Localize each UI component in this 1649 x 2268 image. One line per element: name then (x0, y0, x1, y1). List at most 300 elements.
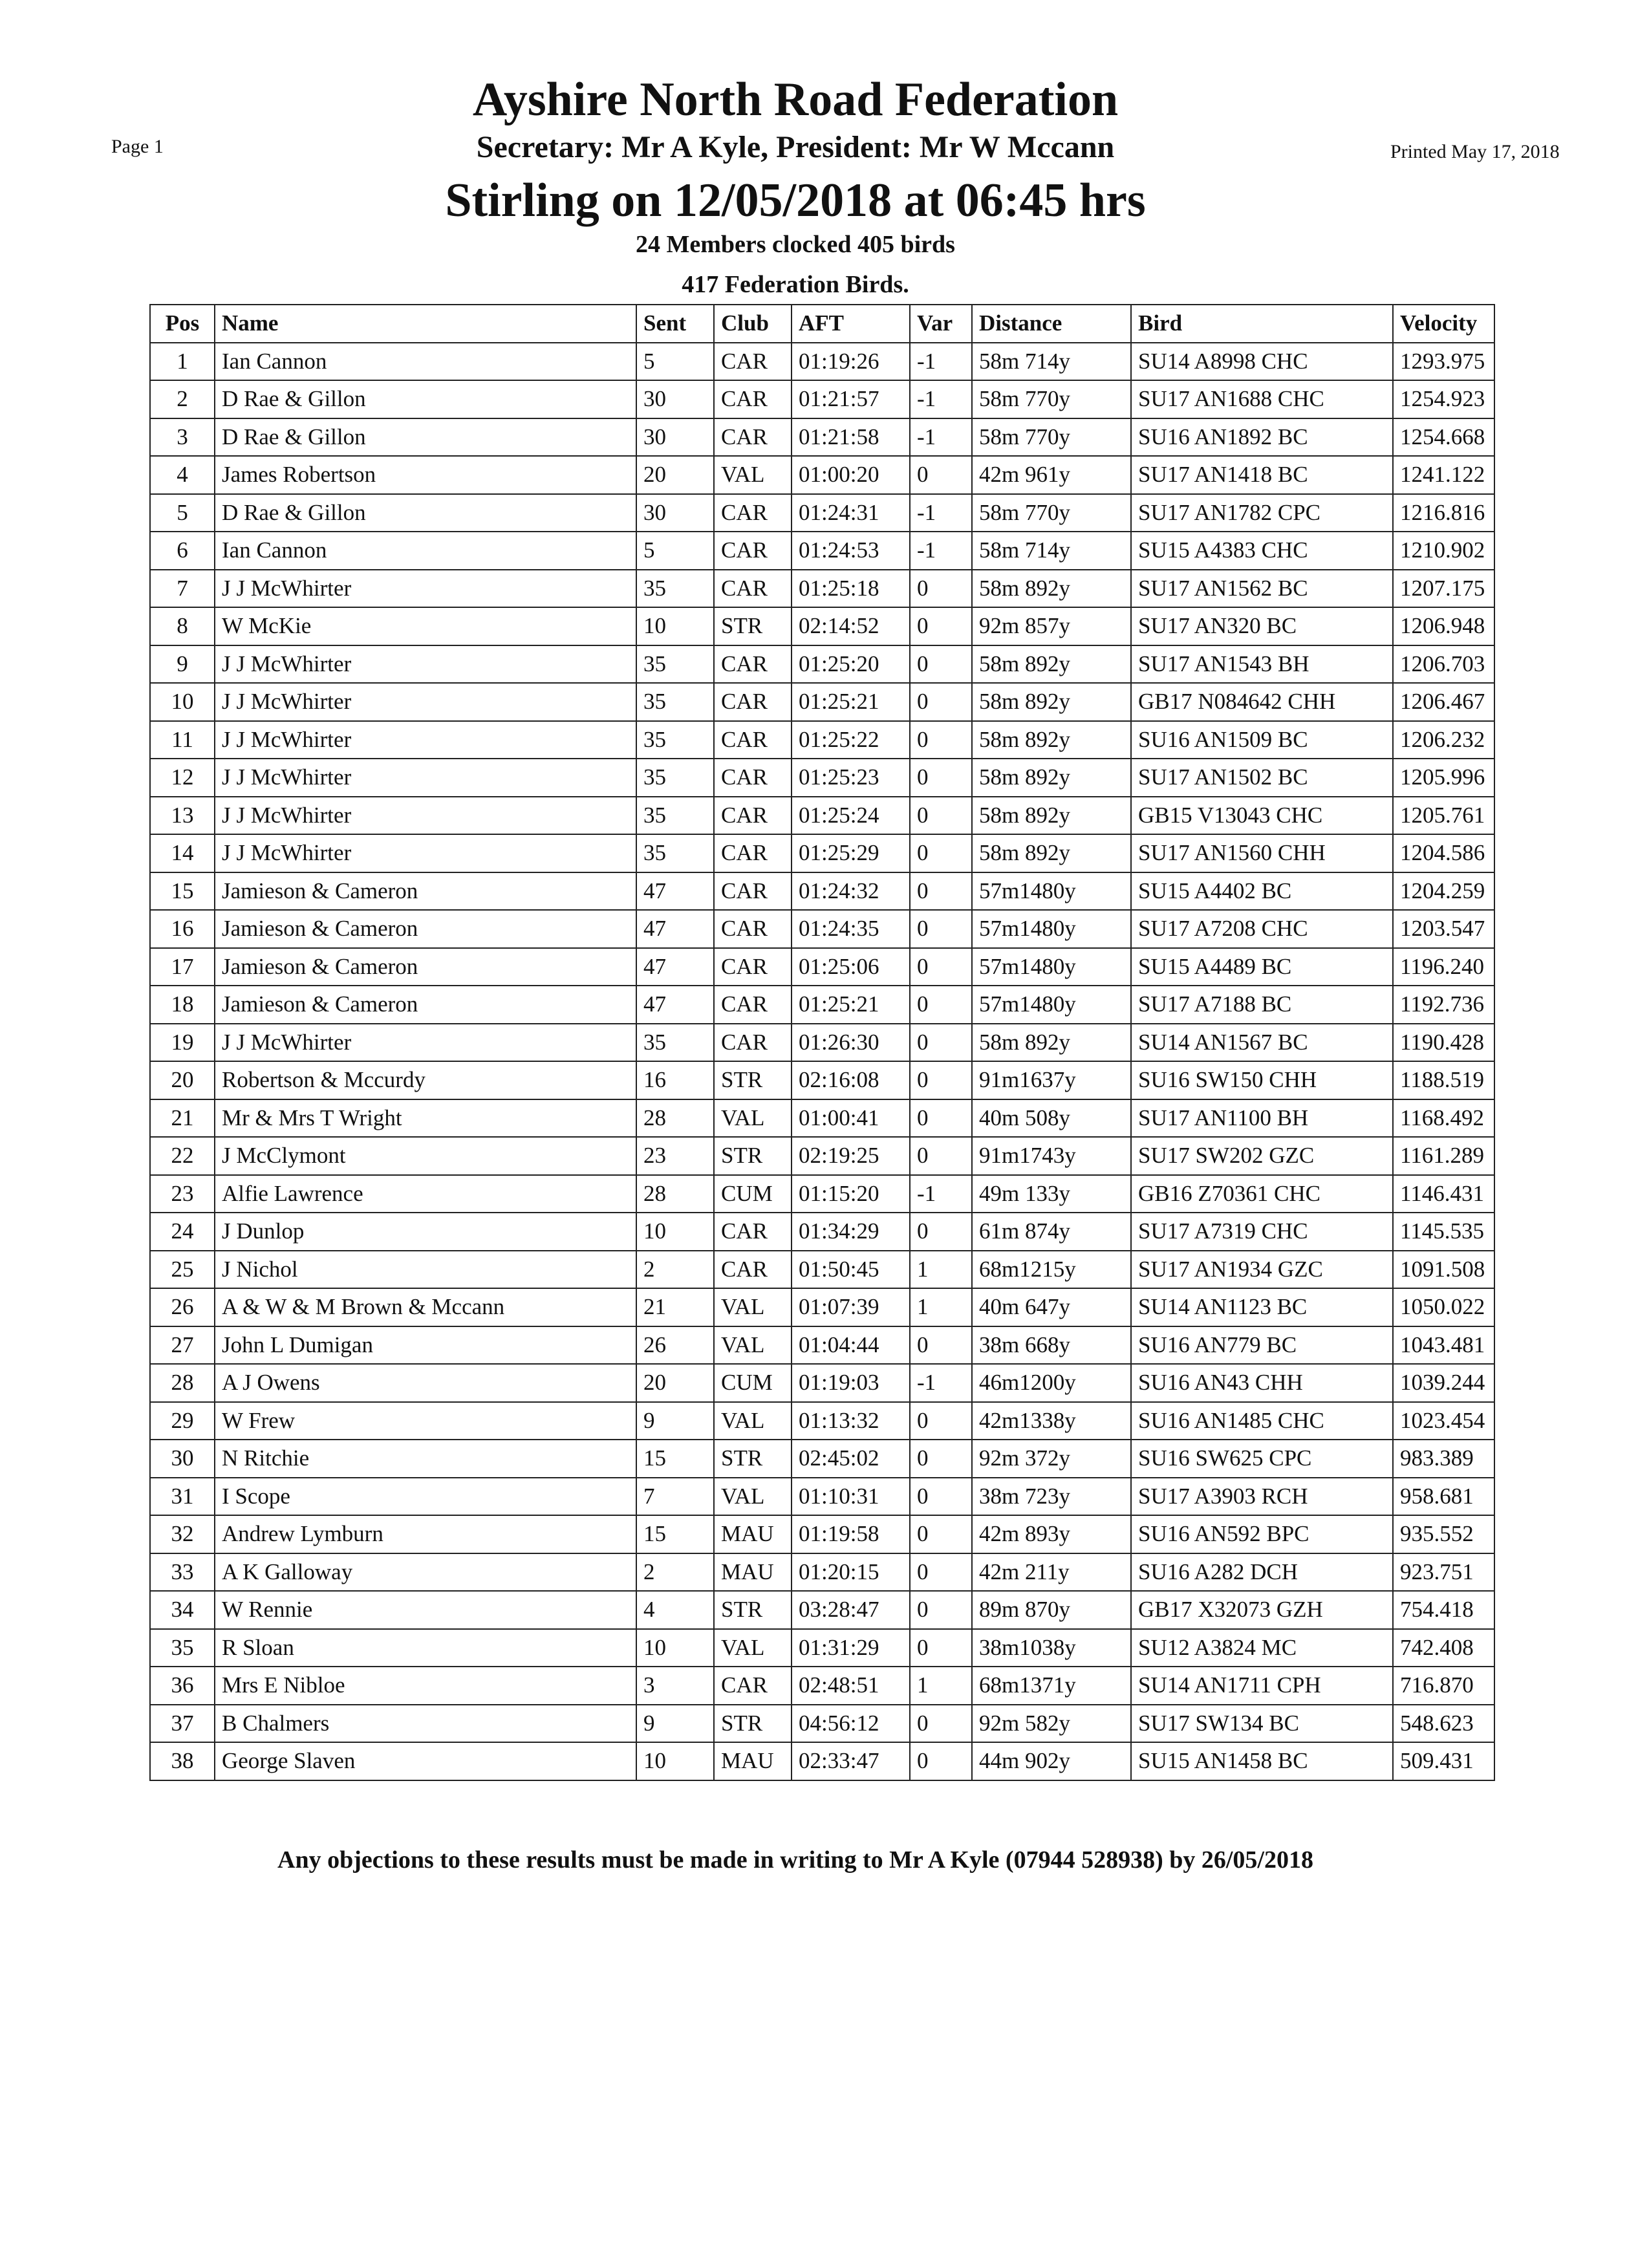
cell-var: 0 (910, 1402, 972, 1440)
cell-club: CAR (714, 494, 792, 532)
cell-pos: 28 (150, 1364, 215, 1402)
cell-distance: 42m 211y (972, 1553, 1131, 1592)
cell-bird: SU15 A4489 BC (1131, 948, 1393, 986)
cell-velocity: 1188.519 (1393, 1061, 1494, 1099)
cell-bird: SU17 A7319 CHC (1131, 1213, 1393, 1251)
cell-velocity: 1146.431 (1393, 1175, 1494, 1213)
cell-aft: 01:24:31 (792, 494, 910, 532)
cell-bird: SU16 AN43 CHH (1131, 1364, 1393, 1402)
cell-aft: 01:24:32 (792, 872, 910, 911)
cell-aft: 01:19:03 (792, 1364, 910, 1402)
cell-club: VAL (714, 1099, 792, 1138)
cell-aft: 02:33:47 (792, 1742, 910, 1780)
cell-distance: 57m1480y (972, 986, 1131, 1024)
cell-name: A J Owens (215, 1364, 636, 1402)
table-row (150, 1705, 1494, 1743)
cell-distance: 38m 668y (972, 1326, 1131, 1365)
cell-aft: 01:24:35 (792, 910, 910, 948)
cell-velocity: 1206.467 (1393, 683, 1494, 721)
cell-bird: SU16 SW150 CHH (1131, 1061, 1393, 1099)
cell-pos: 14 (150, 834, 215, 872)
cell-distance: 38m1038y (972, 1629, 1131, 1667)
cell-distance: 58m 892y (972, 759, 1131, 797)
cell-pos: 6 (150, 532, 215, 570)
cell-bird: SU17 SW134 BC (1131, 1705, 1393, 1743)
cell-name: A K Galloway (215, 1553, 636, 1592)
table-row (150, 1326, 1494, 1365)
table-row (150, 1061, 1494, 1099)
cell-name: Alfie Lawrence (215, 1175, 636, 1213)
cell-club: VAL (714, 456, 792, 494)
cell-pos: 26 (150, 1288, 215, 1326)
cell-velocity: 1293.975 (1393, 343, 1494, 381)
cell-var: 1 (910, 1667, 972, 1705)
cell-sent: 28 (636, 1099, 714, 1138)
cell-bird: SU14 AN1567 BC (1131, 1024, 1393, 1062)
table-row (150, 1440, 1494, 1478)
cell-aft: 02:45:02 (792, 1440, 910, 1478)
cell-name: W Rennie (215, 1591, 636, 1629)
cell-sent: 10 (636, 1742, 714, 1780)
cell-velocity: 1206.703 (1393, 645, 1494, 684)
table-row (150, 1591, 1494, 1629)
cell-bird: SU14 AN1711 CPH (1131, 1667, 1393, 1705)
results-body (150, 343, 1494, 1780)
cell-sent: 35 (636, 721, 714, 759)
cell-var: -1 (910, 418, 972, 457)
cell-name: James Robertson (215, 456, 636, 494)
cell-var: 0 (910, 1553, 972, 1592)
cell-bird: SU17 AN1543 BH (1131, 645, 1393, 684)
cell-var: -1 (910, 380, 972, 418)
cell-pos: 23 (150, 1175, 215, 1213)
cell-var: -1 (910, 494, 972, 532)
cell-velocity: 1039.244 (1393, 1364, 1494, 1402)
cell-velocity: 1210.902 (1393, 532, 1494, 570)
cell-sent: 35 (636, 759, 714, 797)
cell-var: -1 (910, 343, 972, 381)
cell-bird: SU17 AN1688 CHC (1131, 380, 1393, 418)
cell-var: 0 (910, 645, 972, 684)
cell-velocity: 1192.736 (1393, 986, 1494, 1024)
cell-name: Mrs E Nibloe (215, 1667, 636, 1705)
cell-var: 0 (910, 797, 972, 835)
cell-velocity: 1254.923 (1393, 380, 1494, 418)
cell-sent: 5 (636, 532, 714, 570)
cell-velocity: 923.751 (1393, 1553, 1494, 1592)
cell-pos: 19 (150, 1024, 215, 1062)
cell-bird: SU17 A7208 CHC (1131, 910, 1393, 948)
cell-sent: 47 (636, 948, 714, 986)
table-row (150, 1288, 1494, 1326)
cell-club: CAR (714, 418, 792, 457)
cell-aft: 01:24:53 (792, 532, 910, 570)
cell-distance: 91m1743y (972, 1137, 1131, 1175)
table-row (150, 343, 1494, 381)
cell-bird: SU17 A3903 RCH (1131, 1478, 1393, 1516)
cell-pos: 20 (150, 1061, 215, 1099)
column-header-name: Name (215, 305, 636, 343)
cell-bird: GB16 Z70361 CHC (1131, 1175, 1393, 1213)
cell-club: CAR (714, 570, 792, 608)
table-row (150, 986, 1494, 1024)
cell-velocity: 716.870 (1393, 1667, 1494, 1705)
cell-var: 0 (910, 1705, 972, 1743)
cell-pos: 24 (150, 1213, 215, 1251)
cell-aft: 01:25:24 (792, 797, 910, 835)
cell-var: 0 (910, 1061, 972, 1099)
cell-club: VAL (714, 1478, 792, 1516)
cell-bird: SU16 AN779 BC (1131, 1326, 1393, 1365)
cell-sent: 2 (636, 1553, 714, 1592)
results-table (149, 304, 1495, 1781)
cell-distance: 57m1480y (972, 910, 1131, 948)
cell-aft: 01:50:45 (792, 1251, 910, 1289)
cell-club: CAR (714, 343, 792, 381)
cell-pos: 34 (150, 1591, 215, 1629)
cell-velocity: 983.389 (1393, 1440, 1494, 1478)
objections-notice: Any objections to these results must be made in writing to Mr A Kyle (07944 528938) by 26/05/2018 (277, 1846, 1313, 1874)
cell-aft: 01:25:06 (792, 948, 910, 986)
table-row (150, 948, 1494, 986)
cell-name: Robertson & Mccurdy (215, 1061, 636, 1099)
cell-bird: SU17 AN1560 CHH (1131, 834, 1393, 872)
cell-name: Jamieson & Cameron (215, 872, 636, 911)
cell-sent: 4 (636, 1591, 714, 1629)
column-header-sent: Sent (636, 305, 714, 343)
cell-distance: 38m 723y (972, 1478, 1131, 1516)
table-row (150, 532, 1494, 570)
cell-pos: 17 (150, 948, 215, 986)
cell-name: W McKie (215, 607, 636, 645)
officers-line: Secretary: Mr A Kyle, President: Mr W Mccann (476, 130, 1115, 164)
cell-name: N Ritchie (215, 1440, 636, 1478)
cell-velocity: 1161.289 (1393, 1137, 1494, 1175)
cell-bird: SU17 AN1418 BC (1131, 456, 1393, 494)
cell-aft: 01:21:58 (792, 418, 910, 457)
cell-aft: 01:10:31 (792, 1478, 910, 1516)
cell-aft: 02:19:25 (792, 1137, 910, 1175)
federation-title: Ayshire North Road Federation (472, 73, 1119, 126)
cell-distance: 58m 892y (972, 1024, 1131, 1062)
cell-velocity: 1205.761 (1393, 797, 1494, 835)
cell-name: D Rae & Gillon (215, 380, 636, 418)
cell-club: MAU (714, 1742, 792, 1780)
cell-distance: 89m 870y (972, 1591, 1131, 1629)
column-header-var: Var (910, 305, 972, 343)
cell-name: J J McWhirter (215, 797, 636, 835)
cell-sent: 21 (636, 1288, 714, 1326)
cell-sent: 35 (636, 683, 714, 721)
cell-aft: 01:25:22 (792, 721, 910, 759)
cell-distance: 58m 892y (972, 645, 1131, 684)
cell-club: MAU (714, 1553, 792, 1592)
cell-sent: 10 (636, 1213, 714, 1251)
table-row (150, 570, 1494, 608)
cell-sent: 5 (636, 343, 714, 381)
cell-bird: SU17 AN1562 BC (1131, 570, 1393, 608)
cell-club: CAR (714, 910, 792, 948)
cell-velocity: 1216.816 (1393, 494, 1494, 532)
cell-bird: GB17 X32073 GZH (1131, 1591, 1393, 1629)
cell-club: CAR (714, 986, 792, 1024)
cell-aft: 03:28:47 (792, 1591, 910, 1629)
cell-name: J J McWhirter (215, 683, 636, 721)
table-row (150, 1099, 1494, 1138)
cell-distance: 46m1200y (972, 1364, 1131, 1402)
cell-bird: SU16 A282 DCH (1131, 1553, 1393, 1592)
cell-aft: 01:15:20 (792, 1175, 910, 1213)
cell-sent: 47 (636, 910, 714, 948)
cell-bird: SU17 AN320 BC (1131, 607, 1393, 645)
cell-sent: 10 (636, 607, 714, 645)
cell-velocity: 1204.259 (1393, 872, 1494, 911)
cell-pos: 29 (150, 1402, 215, 1440)
race-title: Stirling on 12/05/2018 at 06:45 hrs (445, 174, 1146, 227)
cell-pos: 31 (150, 1478, 215, 1516)
cell-sent: 30 (636, 494, 714, 532)
cell-aft: 01:25:20 (792, 645, 910, 684)
cell-distance: 49m 133y (972, 1175, 1131, 1213)
cell-aft: 01:19:26 (792, 343, 910, 381)
cell-name: B Chalmers (215, 1705, 636, 1743)
cell-var: 0 (910, 986, 972, 1024)
cell-aft: 01:25:23 (792, 759, 910, 797)
cell-sent: 47 (636, 872, 714, 911)
cell-sent: 30 (636, 418, 714, 457)
cell-var: 0 (910, 1024, 972, 1062)
cell-velocity: 1254.668 (1393, 418, 1494, 457)
cell-velocity: 754.418 (1393, 1591, 1494, 1629)
cell-name: J J McWhirter (215, 1024, 636, 1062)
cell-var: 0 (910, 456, 972, 494)
cell-distance: 44m 902y (972, 1742, 1131, 1780)
cell-name: J J McWhirter (215, 759, 636, 797)
cell-aft: 01:25:21 (792, 986, 910, 1024)
cell-club: CAR (714, 948, 792, 986)
table-row (150, 494, 1494, 532)
cell-var: 0 (910, 948, 972, 986)
cell-aft: 01:31:29 (792, 1629, 910, 1667)
cell-pos: 5 (150, 494, 215, 532)
cell-sent: 35 (636, 797, 714, 835)
cell-var: 0 (910, 570, 972, 608)
cell-distance: 68m1371y (972, 1667, 1131, 1705)
cell-bird: SU16 SW625 CPC (1131, 1440, 1393, 1478)
table-row (150, 456, 1494, 494)
cell-name: Jamieson & Cameron (215, 948, 636, 986)
cell-velocity: 1207.175 (1393, 570, 1494, 608)
cell-var: 0 (910, 607, 972, 645)
cell-name: Mr & Mrs T Wright (215, 1099, 636, 1138)
table-row (150, 607, 1494, 645)
cell-bird: GB15 V13043 CHC (1131, 797, 1393, 835)
cell-bird: GB17 N084642 CHH (1131, 683, 1393, 721)
cell-var: 0 (910, 1515, 972, 1553)
cell-var: 0 (910, 834, 972, 872)
cell-var: 0 (910, 872, 972, 911)
cell-name: J Nichol (215, 1251, 636, 1289)
cell-var: 0 (910, 1326, 972, 1365)
table-row (150, 1667, 1494, 1705)
cell-distance: 58m 770y (972, 380, 1131, 418)
cell-bird: SU14 AN1123 BC (1131, 1288, 1393, 1326)
table-row (150, 797, 1494, 835)
cell-distance: 92m 582y (972, 1705, 1131, 1743)
cell-name: Jamieson & Cameron (215, 986, 636, 1024)
column-header-velocity: Velocity (1393, 305, 1494, 343)
cell-pos: 27 (150, 1326, 215, 1365)
cell-var: 0 (910, 759, 972, 797)
cell-distance: 58m 892y (972, 721, 1131, 759)
cell-distance: 58m 714y (972, 532, 1131, 570)
cell-club: VAL (714, 1288, 792, 1326)
cell-club: STR (714, 1705, 792, 1743)
cell-var: 0 (910, 1137, 972, 1175)
cell-sent: 47 (636, 986, 714, 1024)
cell-distance: 58m 892y (972, 570, 1131, 608)
cell-distance: 61m 874y (972, 1213, 1131, 1251)
cell-club: CAR (714, 683, 792, 721)
cell-club: STR (714, 1061, 792, 1099)
column-header-bird: Bird (1131, 305, 1393, 343)
cell-name: Ian Cannon (215, 532, 636, 570)
cell-pos: 36 (150, 1667, 215, 1705)
cell-distance: 57m1480y (972, 872, 1131, 911)
table-header-row (150, 305, 1494, 343)
cell-velocity: 935.552 (1393, 1515, 1494, 1553)
table-row (150, 1402, 1494, 1440)
cell-name: John L Dumigan (215, 1326, 636, 1365)
federation-birds-summary: 417 Federation Birds. (682, 271, 909, 298)
cell-velocity: 1043.481 (1393, 1326, 1494, 1365)
cell-var: 0 (910, 1629, 972, 1667)
cell-sent: 15 (636, 1515, 714, 1553)
cell-bird: SU14 A8998 CHC (1131, 343, 1393, 381)
cell-pos: 38 (150, 1742, 215, 1780)
cell-distance: 91m1637y (972, 1061, 1131, 1099)
cell-var: -1 (910, 1364, 972, 1402)
cell-bird: SU17 AN1934 GZC (1131, 1251, 1393, 1289)
cell-bird: SU15 A4402 BC (1131, 872, 1393, 911)
cell-sent: 2 (636, 1251, 714, 1289)
cell-aft: 02:14:52 (792, 607, 910, 645)
cell-sent: 35 (636, 1024, 714, 1062)
cell-pos: 2 (150, 380, 215, 418)
cell-var: 0 (910, 1591, 972, 1629)
cell-pos: 3 (150, 418, 215, 457)
cell-bird: SU16 AN592 BPC (1131, 1515, 1393, 1553)
cell-velocity: 1241.122 (1393, 456, 1494, 494)
cell-name: D Rae & Gillon (215, 494, 636, 532)
page-number-label: Page 1 (111, 136, 164, 157)
cell-pos: 11 (150, 721, 215, 759)
cell-var: 1 (910, 1288, 972, 1326)
cell-distance: 58m 892y (972, 834, 1131, 872)
cell-club: MAU (714, 1515, 792, 1553)
cell-pos: 10 (150, 683, 215, 721)
cell-var: -1 (910, 1175, 972, 1213)
cell-club: CAR (714, 721, 792, 759)
table-row (150, 1742, 1494, 1780)
cell-aft: 01:07:39 (792, 1288, 910, 1326)
cell-velocity: 1190.428 (1393, 1024, 1494, 1062)
cell-pos: 22 (150, 1137, 215, 1175)
cell-club: CAR (714, 645, 792, 684)
cell-sent: 35 (636, 645, 714, 684)
cell-name: A & W & M Brown & Mccann (215, 1288, 636, 1326)
cell-var: 1 (910, 1251, 972, 1289)
cell-bird: SU15 AN1458 BC (1131, 1742, 1393, 1780)
cell-club: CAR (714, 797, 792, 835)
cell-velocity: 1205.996 (1393, 759, 1494, 797)
cell-pos: 7 (150, 570, 215, 608)
cell-velocity: 742.408 (1393, 1629, 1494, 1667)
cell-club: VAL (714, 1402, 792, 1440)
table-row (150, 380, 1494, 418)
cell-distance: 58m 770y (972, 494, 1131, 532)
cell-sent: 16 (636, 1061, 714, 1099)
cell-pos: 9 (150, 645, 215, 684)
cell-var: 0 (910, 1440, 972, 1478)
table-row (150, 1175, 1494, 1213)
cell-pos: 15 (150, 872, 215, 911)
cell-club: STR (714, 1137, 792, 1175)
cell-club: STR (714, 607, 792, 645)
cell-bird: SU17 SW202 GZC (1131, 1137, 1393, 1175)
cell-aft: 01:00:41 (792, 1099, 910, 1138)
cell-var: 0 (910, 1742, 972, 1780)
cell-name: J Dunlop (215, 1213, 636, 1251)
cell-distance: 42m1338y (972, 1402, 1131, 1440)
table-row (150, 1137, 1494, 1175)
cell-pos: 1 (150, 343, 215, 381)
cell-club: CAR (714, 834, 792, 872)
cell-pos: 21 (150, 1099, 215, 1138)
cell-var: 0 (910, 1213, 972, 1251)
cell-velocity: 1206.232 (1393, 721, 1494, 759)
cell-name: J J McWhirter (215, 834, 636, 872)
cell-name: I Scope (215, 1478, 636, 1516)
table-row (150, 1024, 1494, 1062)
cell-pos: 16 (150, 910, 215, 948)
cell-velocity: 1196.240 (1393, 948, 1494, 986)
cell-club: CUM (714, 1175, 792, 1213)
cell-pos: 13 (150, 797, 215, 835)
cell-aft: 01:26:30 (792, 1024, 910, 1062)
cell-club: CAR (714, 1213, 792, 1251)
cell-club: STR (714, 1440, 792, 1478)
cell-club: VAL (714, 1326, 792, 1365)
cell-sent: 7 (636, 1478, 714, 1516)
cell-bird: SU12 A3824 MC (1131, 1629, 1393, 1667)
cell-pos: 25 (150, 1251, 215, 1289)
cell-velocity: 1091.508 (1393, 1251, 1494, 1289)
printed-date-label: Printed May 17, 2018 (1390, 141, 1560, 162)
cell-sent: 20 (636, 1364, 714, 1402)
cell-velocity: 1023.454 (1393, 1402, 1494, 1440)
cell-distance: 92m 372y (972, 1440, 1131, 1478)
cell-distance: 68m1215y (972, 1251, 1131, 1289)
cell-velocity: 1145.535 (1393, 1213, 1494, 1251)
cell-var: 0 (910, 1478, 972, 1516)
cell-aft: 01:25:18 (792, 570, 910, 608)
cell-club: CAR (714, 872, 792, 911)
cell-aft: 01:13:32 (792, 1402, 910, 1440)
cell-sent: 23 (636, 1137, 714, 1175)
column-header-club: Club (714, 305, 792, 343)
cell-pos: 35 (150, 1629, 215, 1667)
